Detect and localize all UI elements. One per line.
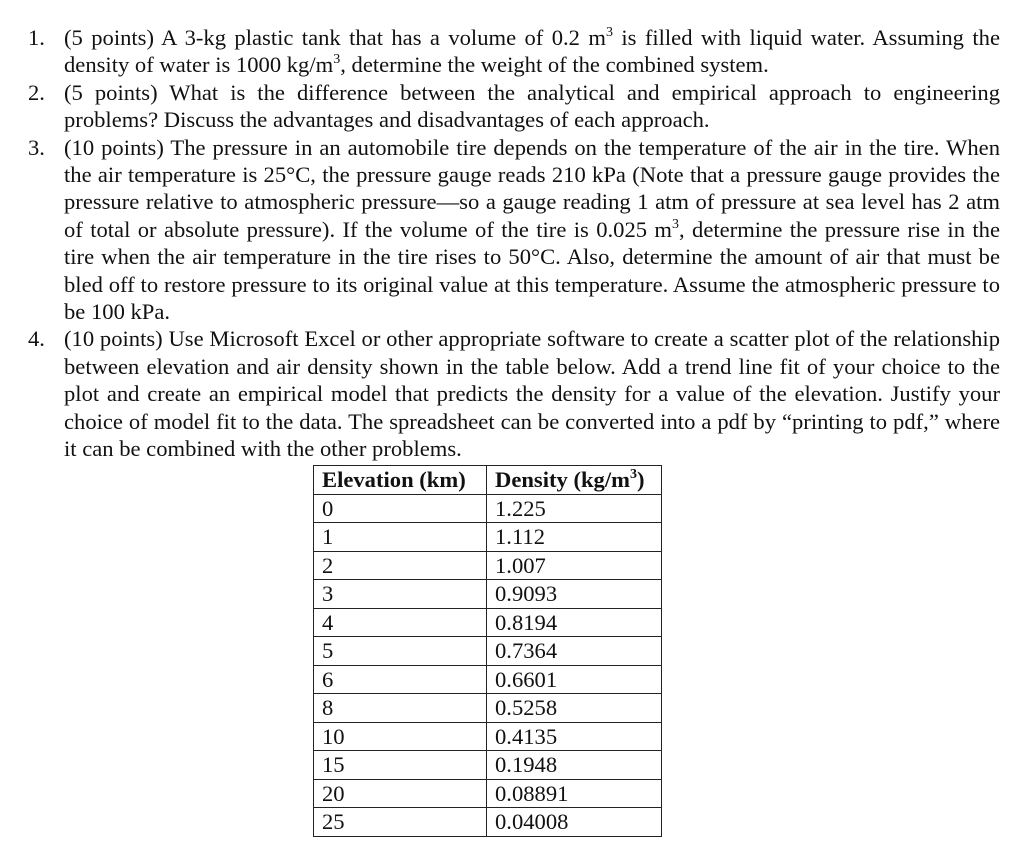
question-number: 1. [28, 25, 45, 50]
density-cell: 0.7364 [487, 637, 662, 666]
question-text: (5 points) What is the difference between the analytical and empirical approach to engineering problems? Discuss the advantages and disadvantages of each approach. [64, 79, 1000, 133]
table-row [314, 779, 662, 808]
question-4 [0, 325, 1000, 462]
density-cell: 0.1948 [487, 751, 662, 780]
question-1 [0, 24, 1000, 79]
question-text: (10 points) Use Microsoft Excel or other appropriate software to create a scatter plot of the relationship between elevation and air density shown in the table below. Add a trend line fit of your choice to the plot and create an empirical model that predicts the density for a value of the elevation. Justify your choice of model fit to the data. The spreadsheet can be converted into a pdf by “printing to pdf,” where it can be combined with the other problems. [64, 326, 1000, 462]
table-row [314, 551, 662, 580]
density-cell: 1.007 [487, 551, 662, 580]
table-header-row [314, 466, 662, 495]
elevation-cell: 10 [314, 722, 487, 751]
density-cell: 0.5258 [487, 694, 662, 723]
question-text: (5 points) A 3-kg plastic tank that has a volume of 0.2 $m^3$ is filled with liquid water. Assuming the density of water is 1000 $kg/m^3$, determine the weight of the combined system. [64, 25, 1000, 78]
elevation-cell: 1 [314, 523, 487, 552]
density-header: Density $(kg/m^3)$ [487, 466, 662, 495]
density-cell: 0.9093 [487, 580, 662, 609]
elevation-header: Elevation (km) [314, 466, 487, 495]
density-cell: 0.8194 [487, 608, 662, 637]
question-number: 3. [28, 134, 45, 160]
table-row [314, 523, 662, 552]
elevation-cell: 6 [314, 665, 487, 694]
table-row [314, 637, 662, 666]
density-cell: 1.112 [487, 523, 662, 552]
question-2 [0, 79, 1000, 134]
elevation-cell: 0 [314, 494, 487, 523]
elevation-cell: 3 [314, 580, 487, 609]
density-cell: 0.08891 [487, 779, 662, 808]
elevation-cell: 2 [314, 551, 487, 580]
density-cell: 0.6601 [487, 665, 662, 694]
question-3 [0, 134, 1000, 326]
elevation-cell: 8 [314, 694, 487, 723]
table-row [314, 694, 662, 723]
question-number: 2. [28, 79, 45, 105]
table-body [314, 494, 662, 836]
table-row [314, 608, 662, 637]
table-row [314, 665, 662, 694]
question-text: (10 points) The pressure in an automobile tire depends on the temperature of the air in the tire. When the air temperature is 25°C, the pressure gauge reads 210 kPa (Note that a pressure gauge provides the pressure relative to atmospheric pressure—so a gauge reading 1 atm of pressure at sea level has 2 atm of total or absolute pressure). If the volume of the tire is 0.025 $m^3$, determine the pressure rise in the tire when the air temperature in the tire rises to 50°C. Also, determine the amount of air that must be bled off to restore pressure to its original value at this temperature. Assume the atmospheric pressure to be 100 kPa. [64, 134, 1000, 325]
elevation-density-table [313, 465, 662, 837]
question-number: 4. [28, 326, 45, 352]
table-row [314, 751, 662, 780]
density-cell: 0.04008 [487, 808, 662, 837]
elevation-cell: 25 [314, 808, 487, 837]
table-row [314, 494, 662, 523]
table-row [314, 808, 662, 837]
elevation-cell: 15 [314, 751, 487, 780]
table-row [314, 722, 662, 751]
question-list [0, 24, 1000, 463]
density-cell: 1.225 [487, 494, 662, 523]
elevation-cell: 4 [314, 608, 487, 637]
table-row [314, 580, 662, 609]
density-cell: 0.4135 [487, 722, 662, 751]
elevation-cell: 20 [314, 779, 487, 808]
elevation-cell: 5 [314, 637, 487, 666]
